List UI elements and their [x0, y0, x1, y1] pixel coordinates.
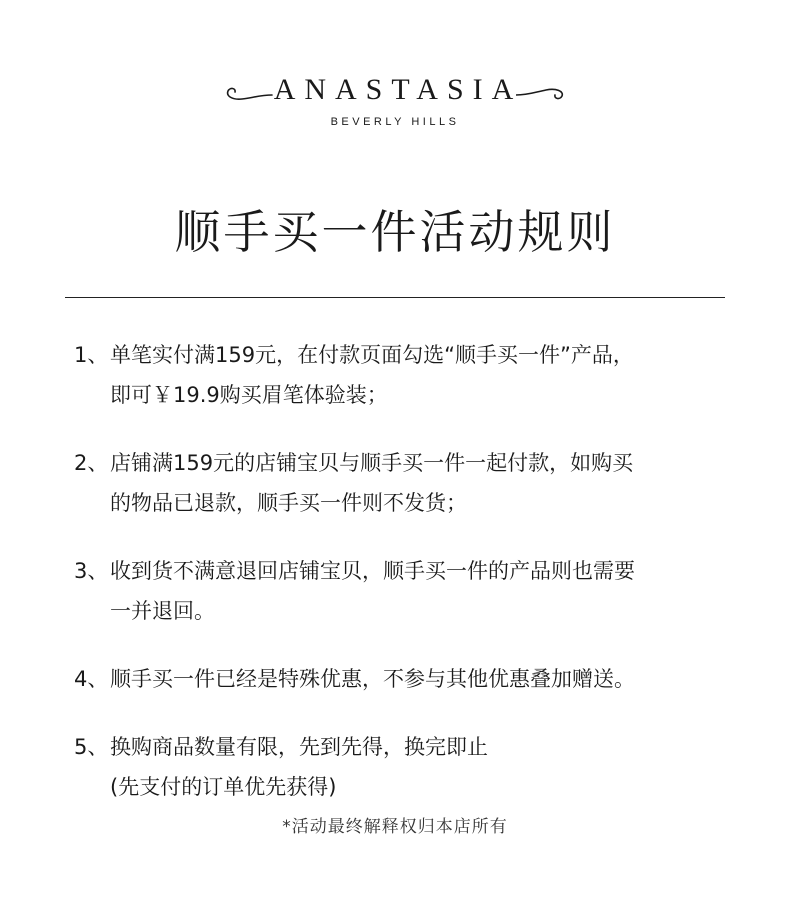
- rule-number: 1、: [74, 343, 109, 367]
- rule-item-1: [74, 335, 724, 415]
- rule-item-2: [74, 443, 724, 523]
- footnote: *活动最终解释权归本店所有: [282, 817, 508, 837]
- right-swash-icon: [516, 78, 568, 104]
- rule-number: 4、: [74, 667, 109, 691]
- rule-item-4: [74, 659, 724, 699]
- rule-text-line: 的物品已退款，顺手买一件则不发货；: [110, 491, 467, 515]
- rule-number: 2、: [74, 451, 109, 475]
- page-title: 顺手买一件活动规则: [174, 205, 616, 259]
- left-swash-icon: [222, 78, 274, 104]
- rule-text-line: 一并退回。: [110, 599, 215, 623]
- rule-number: 5、: [74, 735, 109, 759]
- brand-tagline: BEVERLY HILLS: [330, 116, 460, 128]
- brand-logo: [0, 70, 790, 128]
- rule-text-line: (先支付的订单优先获得): [110, 775, 337, 799]
- rule-text-line: 换购商品数量有限，先到先得，换完即止: [110, 735, 488, 759]
- rule-text-line: 即可￥19.9购买眉笔体验装；: [110, 383, 388, 407]
- rule-text-line: 单笔实付满159元，在付款页面勾选“顺手买一件”产品，: [110, 343, 634, 367]
- brand-wordmark: [222, 70, 569, 110]
- rule-item-5: [74, 727, 724, 807]
- rule-item-3: [74, 551, 724, 631]
- title-divider: [65, 297, 725, 298]
- rule-number: 3、: [74, 559, 109, 583]
- rule-text-line: 店铺满159元的店铺宝贝与顺手买一件一起付款，如购买: [110, 451, 634, 475]
- brand-name: ANASTASIA: [273, 73, 523, 106]
- rules-list: [74, 335, 724, 835]
- rule-text-line: 顺手买一件已经是特殊优惠，不参与其他优惠叠加赠送。: [110, 667, 635, 691]
- rule-text-line: 收到货不满意退回店铺宝贝，顺手买一件的产品则也需要: [110, 559, 635, 583]
